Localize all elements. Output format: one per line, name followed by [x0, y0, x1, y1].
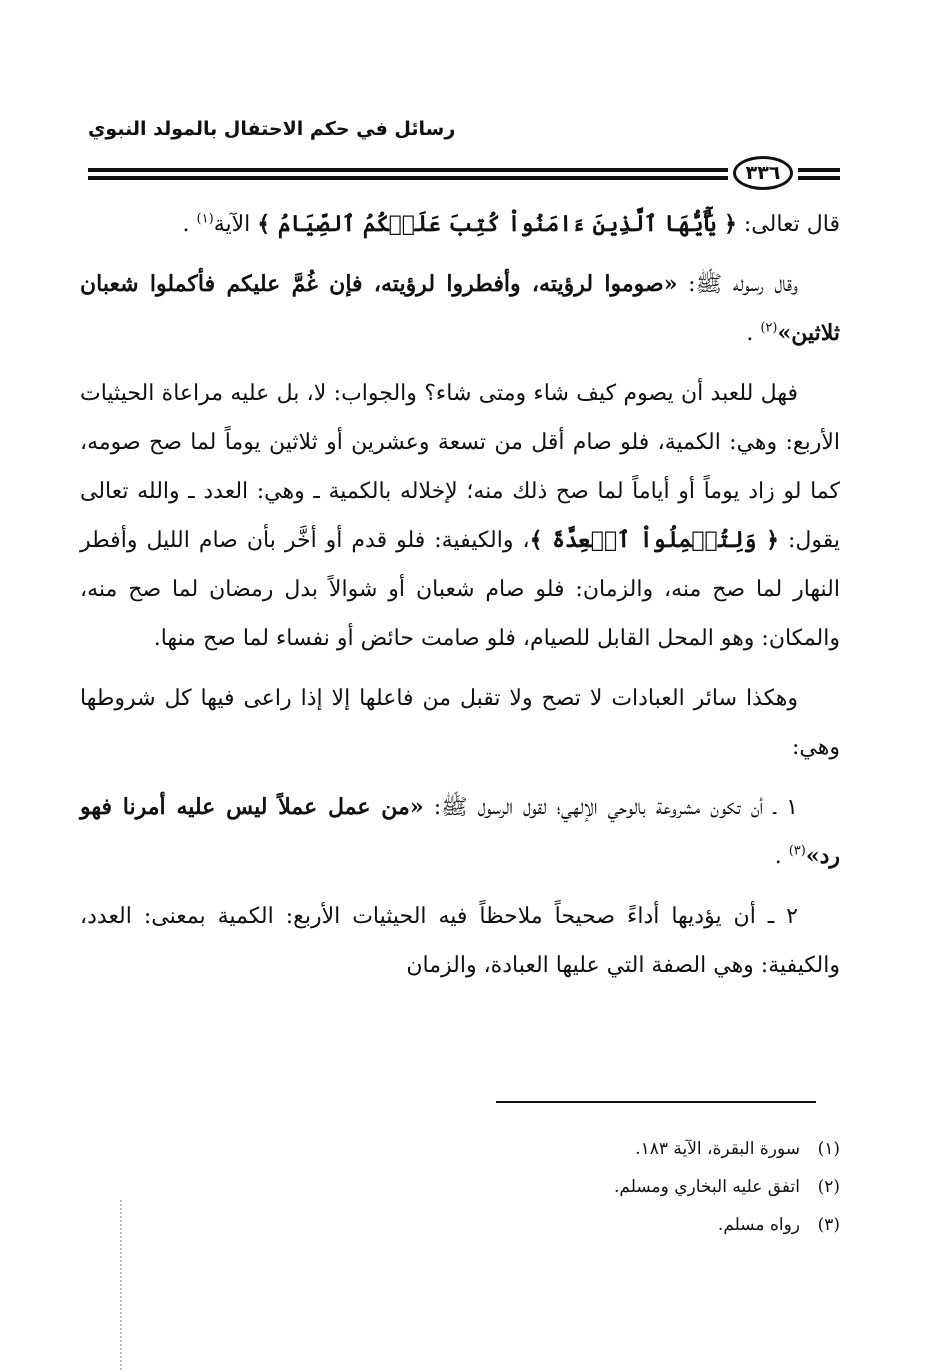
footnote-text: سورة البقرة، الآية ١٨٣.: [635, 1139, 800, 1159]
footnote-ref: (٣): [788, 843, 806, 859]
hadith-quote: «صوموا لرؤيته، وأفطروا لرؤيته، فإن غُمَّ عليكم فأكملوا شعبان ثلاثين»: [80, 271, 840, 346]
footnote-number: (٢): [817, 1177, 840, 1197]
paragraph: وهكذا سائر العبادات لا تصح ولا تقبل من فاعلها إلا إذا راعى فيها كل شروطها وهي:: [80, 686, 840, 760]
text: فهل للعبد أن يصوم كيف شاء ومتى شاء؟ والجواب: لا، بل عليه مراعاة الحيثيات الأربع: وهي: الكمية، فلو صام أقل من تسعة وعشرين أو ثلاثين يوماً لما صح صومه، كما لو زاد يوماً أو أياماً لما صح ذلك منه؛ لإخلاله بالكمية ـ وهي: العدد ـ والله تعالى يقول:: [80, 381, 840, 553]
paragraph: [80, 783, 840, 881]
header-rule: [798, 176, 840, 180]
text: الآية: [213, 212, 258, 237]
text: .: [182, 212, 197, 237]
footnote-number: (٣): [817, 1215, 840, 1235]
paragraph: [80, 369, 840, 663]
text: وقال رسوله ﷺ:: [677, 272, 798, 297]
text: .: [774, 844, 789, 869]
body-text: [80, 200, 840, 1001]
paragraph: ٢ ـ أن يؤديها أداءً صحيحاً ملاحظاً فيه الحيثيات الأربع: الكمية بمعنى: العدد، والكيفية: وهي الصفة التي عليها العبادة، والزمان: [80, 904, 840, 978]
scan-artifact: [120, 1200, 124, 1370]
page-number: ٣٣٦: [733, 156, 793, 190]
footnote: [430, 1168, 840, 1206]
running-title: رسائل في حكم الاحتفال بالمولد النبوي: [88, 118, 456, 140]
footnote-ref: (١): [196, 211, 214, 227]
quran-verse: ﴿ وَلِتُكۡمِلُواْ ٱلۡعِدَّةَ ﴾: [529, 527, 779, 553]
paragraph: [80, 260, 840, 358]
footnote-text: اتفق عليه البخاري ومسلم.: [614, 1177, 800, 1197]
footnote-text: رواه مسلم.: [717, 1215, 800, 1235]
footnotes: [430, 1130, 840, 1244]
footnote-number: (١): [817, 1139, 840, 1159]
header-rule: [88, 168, 728, 172]
text: ، والكيفية: فلو قدم أو أخَّر بأن صام الليل وأفطر النهار لما صح منه، والزمان: فلو صام شعبان أو شوالاً بدل رمضان لما صح منه، والمكان: وهو المحل القابل للصيام، فلو صامت حائض أو نفساء لما صح منها.: [80, 528, 840, 651]
footnote-ref: (٢): [760, 320, 778, 336]
header-rule: [88, 176, 728, 180]
text: .: [746, 321, 761, 346]
hadith-quote: «من عمل عملاً ليس عليه أمرنا فهو رد»: [80, 794, 840, 869]
footnote-separator: [496, 1101, 816, 1103]
quran-verse: ﴿ يَٰٓأَيُّهَا ٱلَّذِينَ ءَامَنُواْ كُتِبَ عَلَيۡكُمُ ٱلصِّيَامُ ﴾: [257, 211, 737, 237]
paragraph: [80, 200, 840, 249]
text: قال تعالى:: [736, 212, 840, 237]
text: ١ ـ أن تكون مشروعة بالوحي الإلهي؛ لقول الرسول ﷺ:: [423, 795, 798, 820]
header-rule: [798, 168, 840, 172]
footnote: [430, 1130, 840, 1168]
footnote: [430, 1206, 840, 1244]
